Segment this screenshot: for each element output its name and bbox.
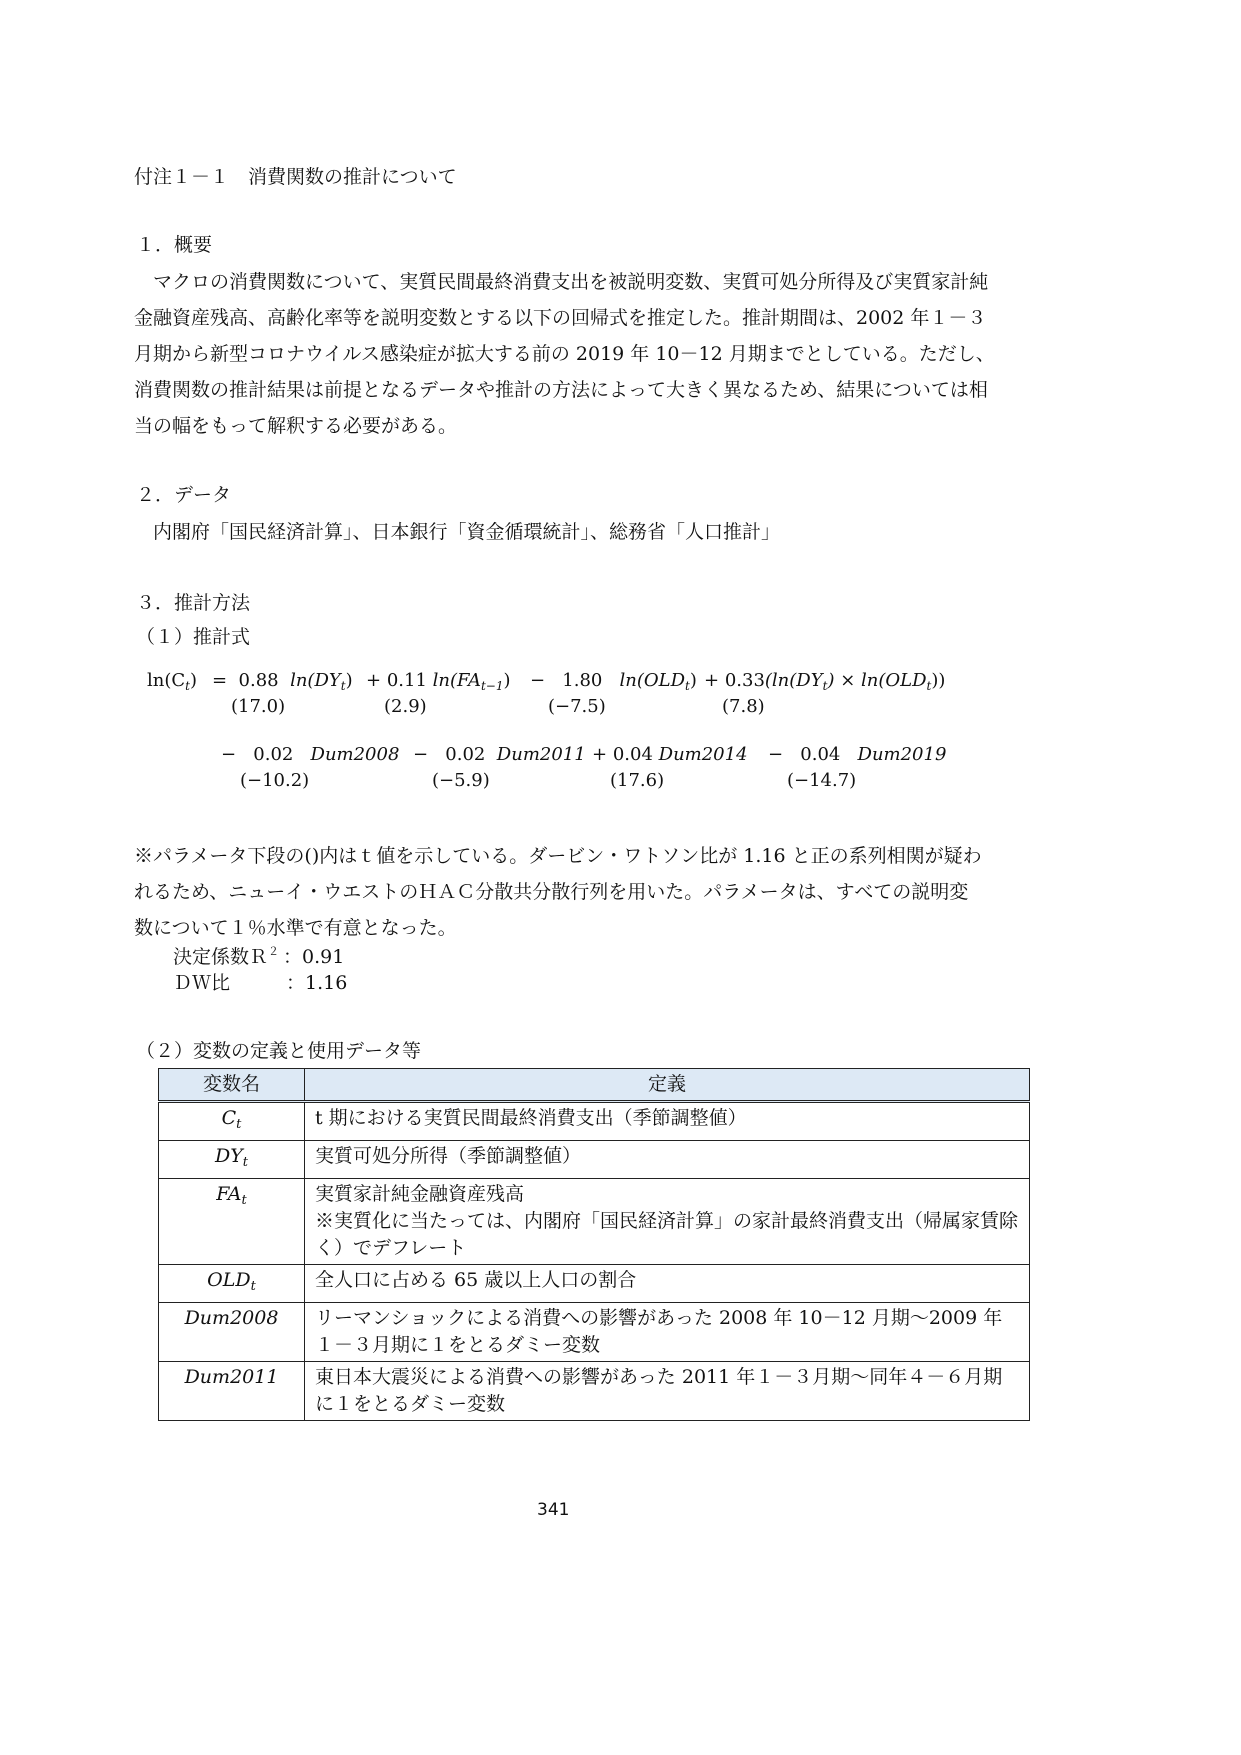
variable-name: $FA_t$ (159, 1179, 305, 1265)
tstat-dy: (17.0) (231, 696, 286, 717)
equation-term-dum2008: − 0.02 Dum2008 (221, 744, 400, 765)
equation-term-fa: + 0.11 $\ln(FA_{t-1})$ (366, 670, 511, 693)
table-row (159, 1362, 1030, 1421)
section2-body: 内閣府「国民経済計算」、日本銀行「資金循環統計」、総務省「人口推計」 (153, 521, 781, 543)
section1-title: １．概要 (136, 234, 213, 256)
tstat-dum2019: (−14.7) (787, 770, 857, 791)
variable-definition: 実質可処分所得（季節調整値） (305, 1141, 1030, 1179)
table-row (159, 1265, 1030, 1303)
page-number: 341 (537, 1500, 570, 1520)
subsection-variables-title: （２）変数の定義と使用データ等 (136, 1040, 422, 1062)
table-header-variable: 変数名 (159, 1069, 305, 1102)
variable-name: $DY_t$ (159, 1141, 305, 1179)
variable-name: Dum2011 (159, 1362, 305, 1421)
equation-term-dum2019: − 0.04 Dum2019 (768, 744, 947, 765)
equation-term-interaction: + $0.33(\ln(DY_t) \times \ln(OLD_t))$ (704, 670, 946, 693)
variable-definition: リーマンショックによる消費への影響があった 2008 年 10－12 月期～2009 年１－３月期に１をとるダミー変数 (305, 1303, 1030, 1362)
dw-stat: ＤＷ比 ：1.16 (173, 972, 348, 994)
variable-name: $C_t$ (159, 1102, 305, 1141)
tstat-fa: (2.9) (384, 696, 427, 717)
table-row (159, 1303, 1030, 1362)
table-header-row (159, 1069, 1030, 1102)
variable-name: $OLD_t$ (159, 1265, 305, 1303)
equation-term-old: − 1.80 $\ln(OLD_t)$ (530, 670, 697, 693)
variable-definitions-table (158, 1068, 1030, 1421)
table-row (159, 1141, 1030, 1179)
equation-lhs: $\ln(C_t)$ (147, 670, 198, 693)
r2-stat: 決定係数Ｒ$^2$ ：0.91 (173, 945, 345, 968)
equation-term-dy: = 0.88 $\ln(DY_t)$ (212, 670, 353, 693)
section2-title: ２．データ (136, 484, 232, 506)
table-header-definition: 定義 (305, 1069, 1030, 1102)
tstat-old: (−7.5) (548, 696, 606, 717)
variable-definition: t 期における実質民間最終消費支出（季節調整値） (305, 1102, 1030, 1141)
subsection-equation-title: （１）推計式 (136, 626, 251, 648)
tstat-dum2014: (17.6) (610, 770, 665, 791)
variable-definition: 全人口に占める 65 歳以上人口の割合 (305, 1265, 1030, 1303)
equation-term-dum2011: − 0.02 Dum2011 (413, 744, 586, 765)
variable-name: Dum2008 (159, 1303, 305, 1362)
tstat-dum2008: (−10.2) (240, 770, 310, 791)
section1-body: マクロの消費関数について、実質民間最終消費支出を被説明変数、実質可処分所得及び実質家計純金融資産残高、高齢化率等を説明変数とする以下の回帰式を推定した。推計期間は、2002 年１－３月期から新型コロナウイルス感染症が拡大する前の 2019 年 10－12 月期までとしている。ただし、消費関数の推計結果は前提となるデータや推計の方法によって大きく異なるため、結果については相当の幅をもって解釈する必要がある。 (134, 271, 995, 437)
table-row (159, 1179, 1030, 1265)
variable-definition: 東日本大震災による消費への影響があった 2011 年１－３月期～同年４－６月期に１をとるダミー変数 (305, 1362, 1030, 1421)
estimation-note: ※パラメータ下段の()内はｔ値を示している。ダービン・ワトソン比が 1.16 と正の系列相関が疑われるため、ニューイ・ウエストのＨＡＣ分散共分散行列を用いた。パラメータは、すべての説明変数について１％水準で有意となった。 (134, 845, 982, 939)
section3-title: ３．推計方法 (136, 592, 251, 614)
equation-term-dum2014: + 0.04 Dum2014 (592, 744, 748, 765)
tstat-dum2011: (−5.9) (432, 770, 490, 791)
page-heading: 付注１－１ 消費関数の推計について (134, 166, 457, 188)
tstat-interaction: (7.8) (722, 696, 765, 717)
variable-definition: 実質家計純金融資産残高 ※実質化に当たっては、内閣府「国民経済計算」の家計最終消費支出（帰属家賃除く）でデフレート (305, 1179, 1030, 1265)
table-row (159, 1102, 1030, 1141)
